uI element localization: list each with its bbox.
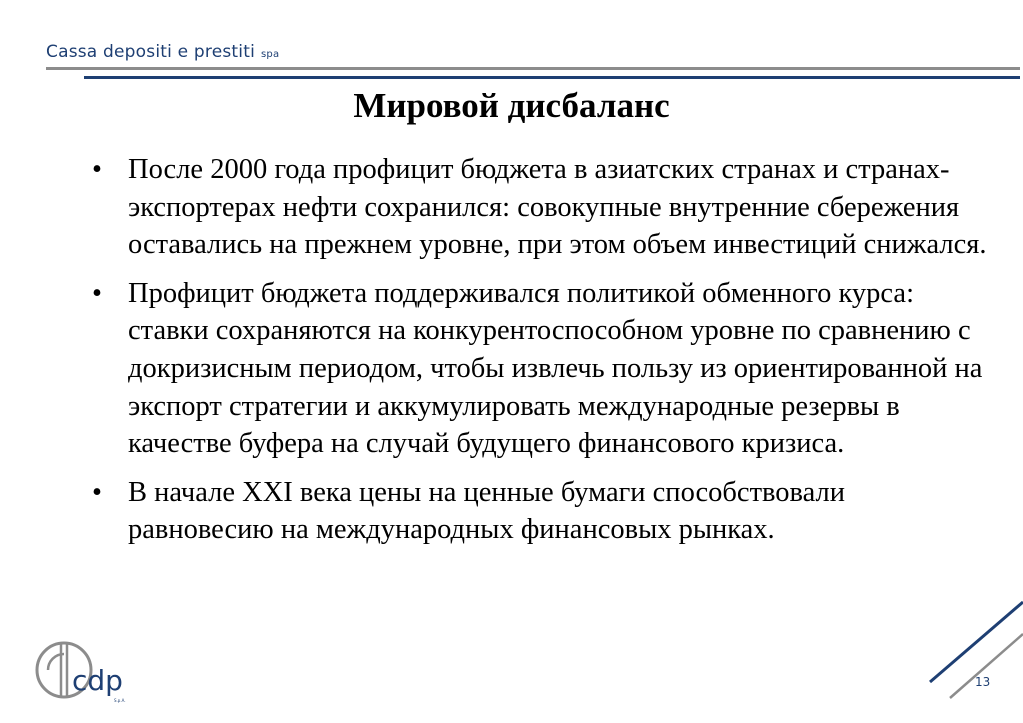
corner-diagonal-lines — [920, 600, 1023, 700]
brand-suffix: spa — [261, 49, 280, 60]
brand-name: Cassa depositi e prestiti — [46, 42, 255, 62]
header-rule-gray — [46, 67, 1020, 70]
bullet-text: В начале XXI века цены на ценные бумаги способствовали равновесию на международных финансовых рынках. — [128, 476, 845, 546]
bullet-text: После 2000 года профицит бюджета в азиатских странах и странах-экспортерах нефти сохранился: совокупные внутренние сбережения оставались на прежнем уровне, при этом объем инвестиций снижался. — [128, 154, 987, 261]
bullet-list — [90, 151, 990, 560]
bullet-dot: • — [92, 154, 102, 185]
bullet-text: Профицит бюджета поддерживался политикой обменного курса: ставки сохраняются на конкурентоспособном уровне по сравнению с докризисным периодом, чтобы извлечь пользу из ориентированной на экспорт стратегии и аккумулировать международные резервы в качестве буфера на случай будущего финансового кризиса. — [128, 277, 983, 460]
cdp-logo — [34, 636, 134, 706]
bullet-dot: • — [92, 476, 102, 508]
logo-text: cdp — [72, 664, 123, 697]
page-number: 13 — [975, 675, 991, 689]
brand-header — [46, 42, 279, 62]
logo-small-text: S.p.A. — [114, 698, 126, 703]
bullet-item — [90, 275, 990, 463]
bullet-item — [90, 474, 990, 549]
bullet-item — [90, 151, 990, 264]
header-rule-navy — [84, 76, 1020, 79]
bullet-dot: • — [92, 277, 102, 309]
slide-title: Мировой дисбаланс — [353, 86, 670, 125]
